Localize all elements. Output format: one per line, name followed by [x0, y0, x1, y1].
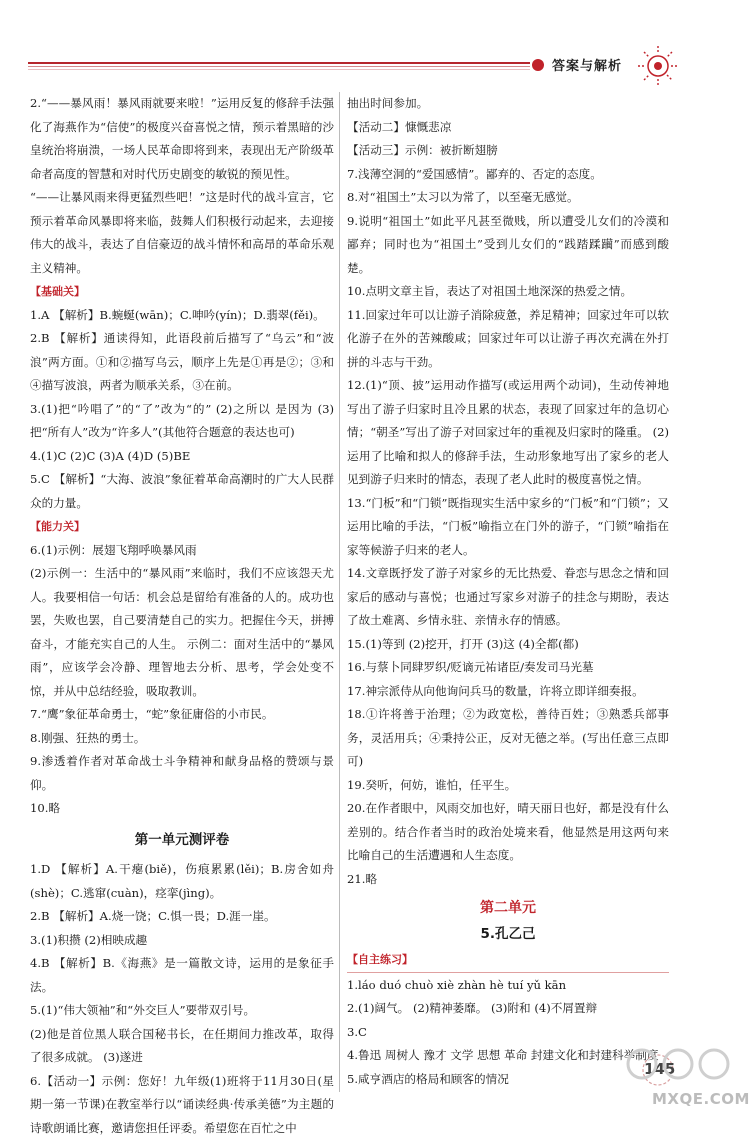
- header-rule-faint: [28, 69, 530, 70]
- unit-heading: 第二单元: [347, 897, 669, 921]
- answer-paragraph: 9.说明“祖国土”如此平凡甚至微贱，所以遭受儿女们的冷漠和鄙弃；同时也为“祖国土”受到儿女们的“践踏蹂躏”而感到酸楚。: [347, 210, 669, 281]
- answer-paragraph: 抽出时间参加。: [347, 92, 669, 116]
- page-header: [0, 0, 750, 90]
- answer-paragraph: 6.【活动一】示例：您好！九年级(1)班将于11月30日(星期一第一节课)在教室举行以“诵读经典·传承美德”为主题的诗歌朗诵比赛，邀请您担任评委。希望您在百忙之中: [30, 1070, 334, 1140]
- answer-paragraph: 2.B 【解析】A.烧一饶；C.惧一畏；D.涯一崖。: [30, 905, 334, 929]
- header-rule-thin: [28, 66, 530, 67]
- answer-paragraph: 19.癸听，何妨，谁怕，任平生。: [347, 774, 669, 798]
- page-number: 145: [644, 1060, 675, 1078]
- answer-paragraph: 9.渗透着作者对革命战士斗争精神和献身品格的赞颂与景仰。: [30, 750, 334, 797]
- answer-paragraph: 4.B 【解析】B.《海燕》是一篇散文诗，运用的是象征手法。: [30, 952, 334, 999]
- answer-paragraph: 12.(1)“顶、披”运用动作描写(或运用两个动词)，生动传神地写出了游子归家时且冷且累的状态，表现了回家过年的急切心情；“朝圣”写出了游子对回家过年的重视及归家时的隆重。 (2)运用了比喻和拟人的修辞手法，生动形象地写出了家乡的老人见到游子归来时的情态，表现了老人此时的极度喜悦之情。: [347, 374, 669, 492]
- answer-paragraph: 2.B 【解析】通读得知，此语段前后描写了“乌云”和“波浪”两方面。①和②描写乌云，顺序上先是①再是②；③和④描写波浪，两者为顺承关系，③在前。: [30, 327, 334, 398]
- answer-paragraph: 2.“——暴风雨！暴风雨就要来啦！”运用反复的修辞手法强化了海燕作为“信使”的极度兴奋喜悦之情，预示着黑暗的沙皇统治将崩溃，一场人民革命即将到来，表现出无产阶级革命者高度的智慧和对时代历史剧变的敏锐的预见性。: [30, 92, 334, 186]
- answer-paragraph: 10.略: [30, 797, 334, 821]
- answer-paragraph: 3.(1)积攒 (2)相映成趣: [30, 929, 334, 953]
- answer-paragraph: 15.(1)等到 (2)挖开，打开 (3)这 (4)全都(都): [347, 633, 669, 657]
- answer-paragraph: 7.“鹰”象征革命勇士，“蛇”象征庸俗的小市民。: [30, 703, 334, 727]
- left-column: [30, 92, 334, 1140]
- answer-paragraph: 20.在作者眼中，风雨交加也好，晴天丽日也好，都是没有什么差别的。结合作者当时的政治处境来看，他显然是用这两句来比喻自己的生活遭遇和人生态度。: [347, 797, 669, 868]
- answer-paragraph: 5.(1)“伟大领袖”和“外交巨人”要带双引号。: [30, 999, 334, 1023]
- answer-paragraph: 5.咸亨酒店的格局和顾客的情况: [347, 1068, 669, 1092]
- answer-paragraph: 8.刚强、狂热的勇士。: [30, 727, 334, 751]
- answer-paragraph: 5.C 【解析】“大海、波浪”象征着革命高潮时的广大人民群众的力量。: [30, 468, 334, 515]
- answer-paragraph: 16.与蔡卜同肆罗织/贬谪元祐诸臣/奏发司马光墓: [347, 656, 669, 680]
- answer-paragraph: 3.(1)把“吟唱了”的“了”改为“的” (2)之所以 是因为 (3)把“所有人”改为“许多人”(其他符合题意的表达也可): [30, 398, 334, 445]
- header-rule: [28, 62, 530, 64]
- answer-paragraph: 4.鲁迅 周树人 豫才 文学 思想 革命 封建文化和封建科举制度: [347, 1044, 669, 1068]
- answer-paragraph: 11.回家过年可以让游子消除疲惫，养足精神；回家过年可以软化游子在外的苦辣酸咸；回家过年可以让游子再次充满在外打拼的斗志与干劲。: [347, 304, 669, 375]
- answer-paragraph: 1.D 【解析】A.干瘪(biě)，伤痕累累(lěi)；B.房舍如舟(shè)；C.逃窜(cuàn)，痉挛(jìng)。: [30, 858, 334, 905]
- answer-paragraph: “——让暴风雨来得更猛烈些吧！”这是时代的战斗宣言，它预示着革命风暴即将来临，鼓舞人们积极行动起来，去迎接伟大的战斗，表达了自信豪迈的战斗情怀和高昂的革命乐观主义精神。: [30, 186, 334, 280]
- sun-logo-icon: [636, 44, 680, 88]
- answer-paragraph: 10.点明文章主旨，表达了对祖国土地深深的热爱之情。: [347, 280, 669, 304]
- header-title: 答案与解析: [552, 55, 622, 74]
- answer-paragraph: 3.C: [347, 1021, 669, 1045]
- answer-paragraph: 13.“门板”和“门锁”既指现实生活中家乡的“门板”和“门锁”；又运用比喻的手法，“门板”喻指立在门外的游子，“门锁”喻指在家等候游子归来的老人。: [347, 492, 669, 563]
- answer-paragraph: 21.略: [347, 868, 669, 892]
- answer-paragraph: 6.(1)示例：展翅飞翔呼唤暴风雨: [30, 539, 334, 563]
- answer-paragraph: 4.(1)C (2)C (3)A (4)D (5)BE: [30, 445, 334, 469]
- section-tag: 【基础关】: [30, 280, 334, 304]
- answer-paragraph: 2.(1)阔气。 (2)精神萎靡。 (3)附和 (4)不屑置辩: [347, 997, 669, 1021]
- section-tag: 【能力关】: [30, 515, 334, 539]
- answer-paragraph: 18.①许将善于治理；②为政宽松，善待百姓；③熟悉兵部事务，灵活用兵；④秉持公正，反对无德之举。(写出任意三点即可): [347, 703, 669, 774]
- bullet-dot-icon: [532, 59, 544, 71]
- answer-paragraph: (2)他是首位黑人联合国秘书长，在任期间力推改革，取得了很多成就。 (3)遂进: [30, 1023, 334, 1070]
- answer-paragraph: 14.文章既抒发了游子对家乡的无比热爱、眷恋与思念之情和回家后的感动与喜悦；也通过写家乡对游子的挂念与期盼，表达了故土难离、乡情永驻、亲情永存的情感。: [347, 562, 669, 633]
- answer-paragraph: 1.A 【解析】B.蜿蜒(wān)；C.呻吟(yín)；D.翡翠(fěi)。: [30, 304, 334, 328]
- watermark-text: MXQE.COM: [652, 1090, 750, 1108]
- column-divider: [339, 92, 340, 1092]
- answer-paragraph: 【活动二】慷慨悲凉: [347, 116, 669, 140]
- section-tag: 【自主练习】: [347, 948, 669, 973]
- section-heading: 第一单元测评卷: [30, 829, 334, 853]
- answer-paragraph: 【活动三】示例：被折断翅膀: [347, 139, 669, 163]
- right-column: [347, 92, 669, 1091]
- answer-paragraph: 8.对“祖国土”太习以为常了，以至毫无感觉。: [347, 186, 669, 210]
- answer-paragraph: (2)示例一：生活中的“暴风雨”来临时，我们不应该怨天尤人。我要相信一句话：机会总是留给有准备的人的。成功也罢，失败也罢，自己要清楚自己的实力。把握住今天，拼搏奋斗，才能充实自己的人生。 示例二：面对生活中的“暴风雨”，应该学会冷静、理智地去分析、思考，学会处变不惊，并从中总结经验，吸取教训。: [30, 562, 334, 703]
- lesson-title: 5.孔乙己: [347, 923, 669, 947]
- answer-paragraph: 7.浅薄空洞的“爱国感情”。鄙弃的、否定的态度。: [347, 163, 669, 187]
- answer-paragraph: 17.神宗派侍从向他询问兵马的数量，许将立即详细奏报。: [347, 680, 669, 704]
- answer-paragraph: 1.láo duó chuò xiè zhàn hè tuí yǔ kān: [347, 974, 669, 998]
